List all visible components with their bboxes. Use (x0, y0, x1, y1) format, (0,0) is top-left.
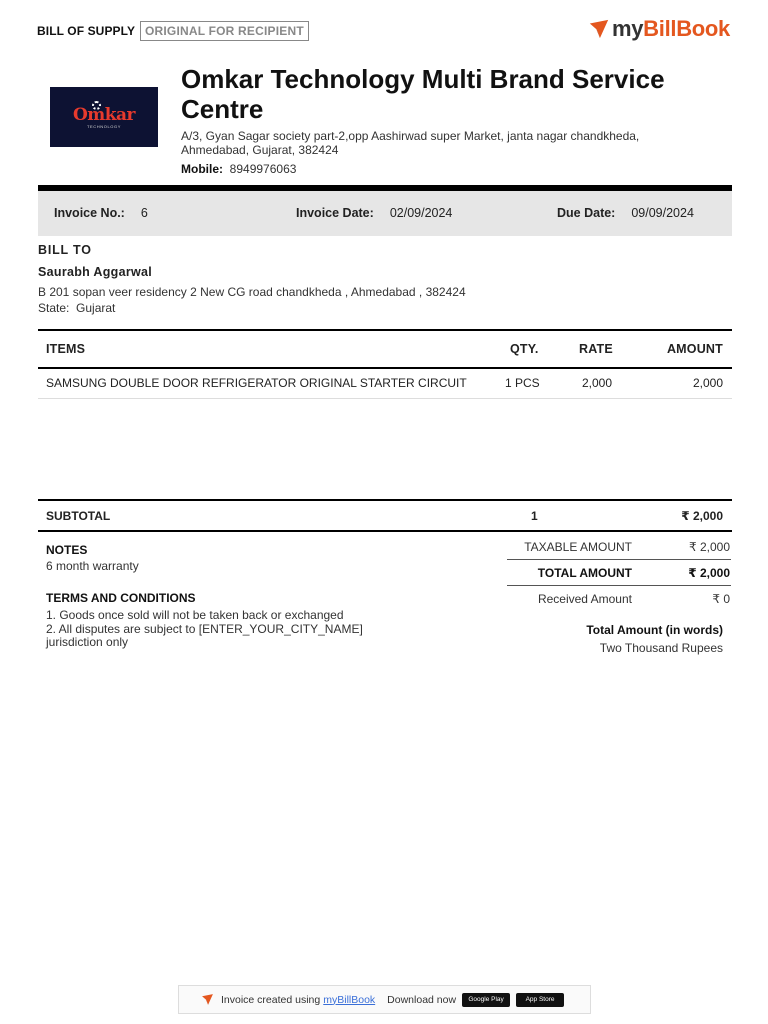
due-date-value: 09/09/2024 (631, 206, 694, 220)
subtotal-label: SUBTOTAL (46, 509, 111, 523)
app-store-badge[interactable]: App Store (516, 993, 564, 1007)
company-name: Omkar Technology Multi Brand Service Centre (181, 64, 665, 124)
customer-name: Saurabh Aggarwal (38, 265, 153, 279)
col-header-qty: QTY. (510, 342, 539, 356)
document-type: BILL OF SUPPLY (37, 24, 136, 38)
google-play-badge[interactable]: Google Play (462, 993, 510, 1007)
terms-line-1: 1. Goods once sold will not be taken back or exchanged (46, 608, 344, 622)
mobile-number: 8949976063 (229, 162, 297, 176)
row-item: SAMSUNG DOUBLE DOOR REFRIGERATOR ORIGINAL STARTER CIRCUIT (46, 376, 467, 390)
row-qty: 1 PCS (505, 376, 540, 390)
total-amount-label: TOTAL AMOUNT (537, 566, 632, 580)
company-mobile (181, 162, 701, 176)
terms-title: TERMS AND CONDITIONS (46, 591, 196, 605)
logo-subtitle: TECHNOLOGY (86, 123, 121, 129)
state-label: State: (38, 301, 70, 315)
taxable-amount-label: TAXABLE AMOUNT (524, 540, 632, 554)
col-header-items: ITEMS (46, 342, 86, 356)
subtotal-bottom-rule (38, 530, 732, 532)
summary-divider-1 (507, 559, 731, 560)
logo-word: Omkar (72, 104, 136, 125)
table-top-rule (38, 329, 732, 331)
company-address: A/3, Gyan Sagar society part-2,opp Aashirwad super Market, janta nagar chandkheda, Ahmedabad, Gujarat, 382424 (181, 129, 640, 157)
footer-created-text: Invoice created using (221, 993, 321, 1006)
brand-billbook: BillBook (643, 16, 730, 41)
copy-badge: ORIGINAL FOR RECIPIENT (140, 21, 309, 41)
bill-to-title: BILL TO (38, 243, 92, 257)
invoice-date-label: Invoice Date: (296, 206, 374, 220)
col-header-amount: AMOUNT (666, 342, 723, 356)
notes-title: NOTES (46, 543, 88, 557)
brand-my: my (611, 16, 644, 41)
invoice-date-value: 02/09/2024 (389, 206, 453, 220)
invoice-number-label: Invoice No.: (54, 206, 125, 220)
mobile-label: Mobile: (181, 162, 223, 176)
customer-state (38, 301, 115, 315)
gear-icon (92, 101, 101, 110)
received-amount-label: Received Amount (537, 592, 632, 606)
amount-in-words-value: Two Thousand Rupees (599, 641, 723, 655)
row-divider (38, 398, 732, 399)
footer-banner (178, 985, 591, 1014)
row-amount: 2,000 (692, 376, 723, 390)
notes-text: 6 month warranty (46, 559, 139, 573)
amount-in-words-label: Total Amount (in words) (586, 623, 723, 637)
table-header-rule (38, 367, 732, 369)
footer-download-text: Download now (387, 993, 457, 1006)
subtotal-top-rule (38, 499, 732, 501)
company-logo (50, 87, 158, 147)
total-amount-value: ₹ 2,000 (688, 566, 730, 580)
terms-line-2: 2. All disputes are subject to [ENTER_YOUR_CITY_NAME] jurisdiction only (46, 622, 363, 649)
due-date (557, 206, 694, 220)
row-rate: 2,000 (582, 376, 613, 390)
customer-address: B 201 sopan veer residency 2 New CG road chandkheda , Ahmedabad , 382424 (38, 285, 466, 299)
paper-plane-icon (588, 18, 610, 40)
invoice-meta-bar (38, 191, 732, 236)
invoice-number (54, 206, 148, 220)
top-bar (37, 16, 730, 43)
col-header-rate: RATE (579, 342, 613, 356)
footer-brand-link[interactable]: myBillBook (323, 993, 376, 1006)
received-amount-value: ₹ 0 (712, 592, 730, 606)
company-details (181, 64, 701, 176)
summary-divider-2 (507, 585, 731, 586)
subtotal-qty: 1 (531, 509, 538, 523)
invoice-date (296, 206, 452, 220)
invoice-number-value: 6 (140, 206, 148, 220)
paper-plane-icon (201, 993, 214, 1006)
subtotal-amount: ₹ 2,000 (681, 509, 723, 523)
state-value: Gujarat (76, 301, 116, 315)
mybillbook-logo[interactable] (588, 15, 730, 43)
due-date-label: Due Date: (557, 206, 616, 220)
taxable-amount-value: ₹ 2,000 (689, 540, 730, 554)
